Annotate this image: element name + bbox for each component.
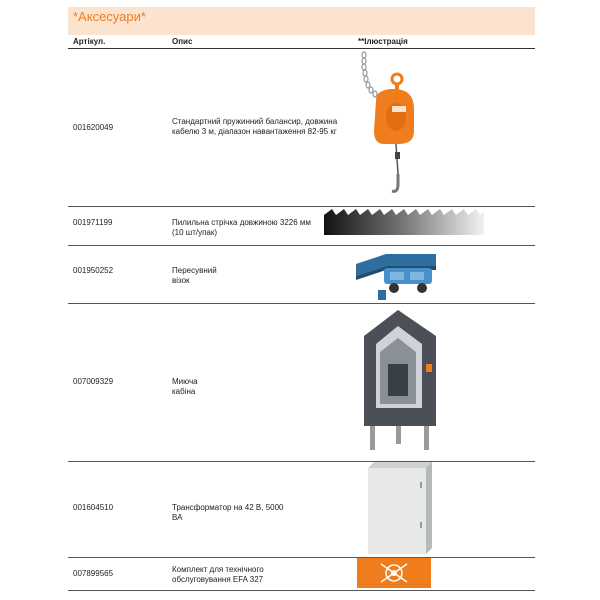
article-code: 007009329 xyxy=(73,377,114,386)
table-row xyxy=(68,558,535,591)
description xyxy=(172,565,342,585)
section-banner xyxy=(68,7,535,35)
spring-balancer-image xyxy=(354,49,424,206)
description-line: Комплект для технічного xyxy=(172,565,264,574)
description xyxy=(172,117,342,137)
description-line: ВА xyxy=(172,513,183,522)
section-title: *Аксесуари* xyxy=(73,9,146,24)
table-header xyxy=(68,37,535,49)
header-illustration: **Ілюстрація xyxy=(358,37,408,46)
article-code: 001620049 xyxy=(73,123,114,132)
description xyxy=(172,266,342,286)
description-line: Миюча xyxy=(172,377,198,386)
transformer-cabinet-image xyxy=(360,462,440,554)
article-code: 001971199 xyxy=(73,218,113,227)
saw-band-image xyxy=(324,207,484,239)
maintenance-kit-image xyxy=(357,558,431,588)
description xyxy=(172,218,342,238)
trolley-image xyxy=(356,250,436,300)
header-article: Артікул. xyxy=(73,37,106,46)
description-line: обслуговування EFA 327 xyxy=(172,575,264,584)
description-line: кабелю 3 м, діапазон навантаження 82-95 кг xyxy=(172,127,337,136)
article-code: 007899565 xyxy=(73,569,114,578)
article-code: 001604510 xyxy=(73,503,114,512)
table-row xyxy=(68,49,535,207)
washing-cabin-image xyxy=(360,308,440,456)
description-line: (10 шт/упак) xyxy=(172,228,218,237)
description xyxy=(172,503,342,523)
description-line: Стандартний пружинний балансир, довжина xyxy=(172,117,338,126)
table-row xyxy=(68,207,535,246)
table-row xyxy=(68,246,535,304)
article-code: 001950252 xyxy=(73,266,114,275)
description-line: Пересувний xyxy=(172,266,217,275)
description xyxy=(172,377,342,397)
description-line: візок xyxy=(172,276,190,285)
header-description: Опис xyxy=(172,37,193,46)
description-line: Пилильна стрічка довжиною 3226 мм xyxy=(172,218,311,227)
table-row xyxy=(68,462,535,558)
table-row xyxy=(68,304,535,462)
description-line: кабіна xyxy=(172,387,196,396)
description-line: Трансформатор на 42 В, 5000 xyxy=(172,503,284,512)
